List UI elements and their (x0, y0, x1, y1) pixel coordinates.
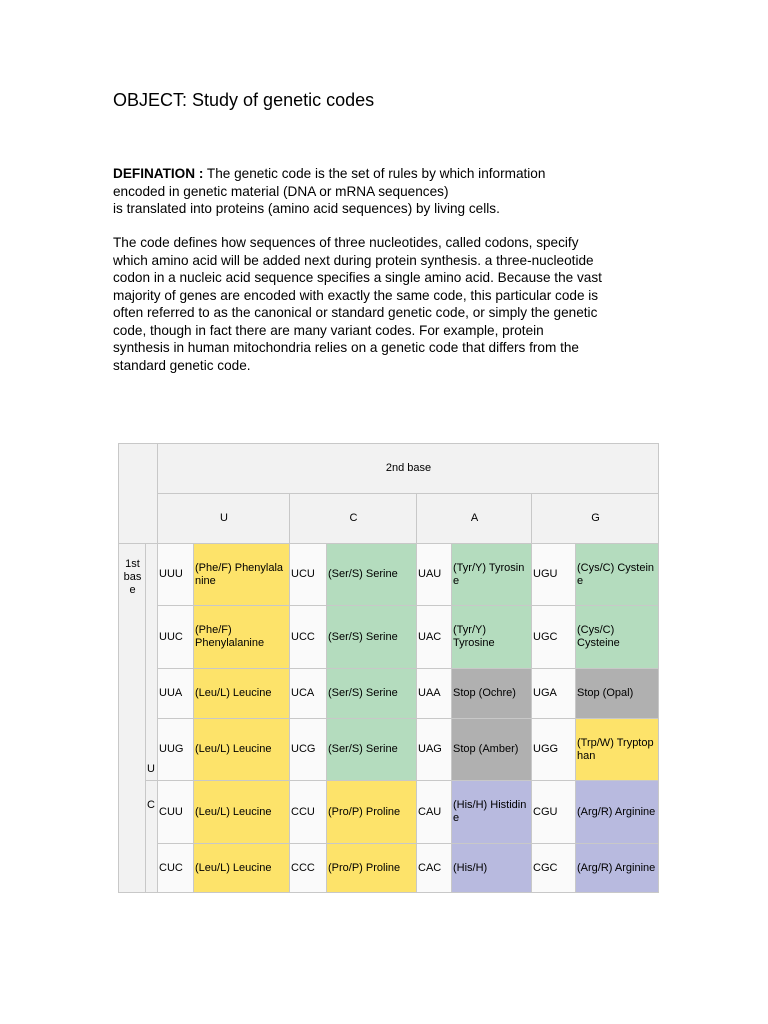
codon-cell: CCU (290, 781, 327, 844)
amino-acid-cell: (Ser/S) Serine (327, 606, 417, 669)
amino-acid-cell: Stop (Ochre) (452, 669, 532, 719)
codon-cell: UCA (290, 669, 327, 719)
codon-cell: CGC (532, 844, 576, 893)
amino-acid-cell: (Ser/S) Serine (327, 669, 417, 719)
amino-acid-cell: (Ser/S) Serine (327, 719, 417, 781)
paragraph-line: often referred to as the canonical or standard genetic code, or simply the genetic (113, 305, 598, 320)
codon-cell: CUU (158, 781, 194, 844)
amino-acid-cell: (Phe/F) Phenylalanine (194, 606, 290, 669)
table-row (119, 544, 659, 606)
codon-cell: CAC (417, 844, 452, 893)
codon-cell: CGU (532, 781, 576, 844)
codon-cell: UUA (158, 669, 194, 719)
codon-cell: UCU (290, 544, 327, 606)
codon-cell: UAC (417, 606, 452, 669)
second-base-g: G (532, 494, 659, 544)
codon-cell: CAU (417, 781, 452, 844)
codon-cell: UGU (532, 544, 576, 606)
amino-acid-cell: (Tyr/Y) Tyrosine (452, 606, 532, 669)
paragraph-line: standard genetic code. (113, 357, 251, 373)
second-base-c: C (290, 494, 417, 544)
definition-line: is translated into proteins (amino acid sequences) by living cells. (113, 201, 500, 216)
amino-acid-cell: Stop (Opal) (576, 669, 659, 719)
definition-first-line (113, 165, 673, 183)
page-title: OBJECT: Study of genetic codes (113, 90, 375, 110)
amino-acid-cell: (Tyr/Y) Tyrosin e (452, 544, 532, 606)
codon-cell: UUU (158, 544, 194, 606)
table-corner-cell (119, 444, 158, 544)
paragraph-line: The code defines how sequences of three nucleotides, called codons, specify (113, 235, 579, 250)
amino-acid-cell: (Trp/W) Tryptop han (576, 719, 659, 781)
amino-acid-cell: (Arg/R) Arginine (576, 844, 659, 893)
amino-acid-cell: Stop (Amber) (452, 719, 532, 781)
amino-acid-cell: (Phe/F) Phenylala nine (194, 544, 290, 606)
table-row (119, 844, 659, 893)
definition-line: The genetic code is the set of rules by which information (203, 166, 546, 181)
codon-cell: CCC (290, 844, 327, 893)
codon-cell: UUC (158, 606, 194, 669)
amino-acid-cell: (Leu/L) Leucine (194, 844, 290, 893)
codon-cell: UGC (532, 606, 576, 669)
first-base-label: 1st bas e (119, 544, 146, 893)
paragraph-line: majority of genes are encoded with exactly the same code, this particular code is (113, 287, 599, 303)
codon-cell: UGA (532, 669, 576, 719)
amino-acid-cell: (Ser/S) Serine (327, 544, 417, 606)
definition-label: DEFINATION : (113, 166, 204, 181)
amino-acid-cell: (Arg/R) Arginine (576, 781, 659, 844)
codon-cell: UAA (417, 669, 452, 719)
paragraph-line: synthesis in human mitochondria relies on a genetic code that differs from the (113, 340, 579, 355)
amino-acid-cell: (His/H) (452, 844, 532, 893)
codon-description-paragraph (113, 234, 673, 374)
amino-acid-cell: (Pro/P) Proline (327, 844, 417, 893)
amino-acid-cell: (Cys/C) Cystein e (576, 544, 659, 606)
amino-acid-cell: (Leu/L) Leucine (194, 669, 290, 719)
paragraph-line: code, though in fact there are many variant codes. For example, protein (113, 322, 544, 338)
second-base-header: 2nd base (158, 444, 659, 494)
table-row (119, 781, 659, 844)
amino-acid-cell: (Leu/L) Leucine (194, 781, 290, 844)
codon-cell: UAG (417, 719, 452, 781)
codon-cell: UCG (290, 719, 327, 781)
table-row (119, 719, 659, 781)
codon-cell: CUC (158, 844, 194, 893)
codon-cell: UAU (417, 544, 452, 606)
definition-line: encoded in genetic material (DNA or mRNA sequences) (113, 183, 449, 199)
header-row-second-base (119, 444, 659, 494)
codon-cell: UUG (158, 719, 194, 781)
first-base-u: U (146, 544, 158, 781)
amino-acid-cell: (Cys/C) Cysteine (576, 606, 659, 669)
amino-acid-cell: (His/H) Histidin e (452, 781, 532, 844)
second-base-a: A (417, 494, 532, 544)
second-base-u: U (158, 494, 290, 544)
genetic-code-table (118, 443, 659, 893)
table-row (119, 669, 659, 719)
paragraph-line: which amino acid will be added next during protein synthesis. a three-nucleotide (113, 252, 594, 268)
header-row-bases (119, 494, 659, 544)
amino-acid-cell: (Leu/L) Leucine (194, 719, 290, 781)
definition-paragraph (113, 165, 673, 218)
first-base-c: C (146, 781, 158, 893)
codon-cell: UGG (532, 719, 576, 781)
table-row (119, 606, 659, 669)
codon-cell: UCC (290, 606, 327, 669)
paragraph-line: codon in a nucleic acid sequence specifies a single amino acid. Because the vast (113, 270, 602, 285)
amino-acid-cell: (Pro/P) Proline (327, 781, 417, 844)
